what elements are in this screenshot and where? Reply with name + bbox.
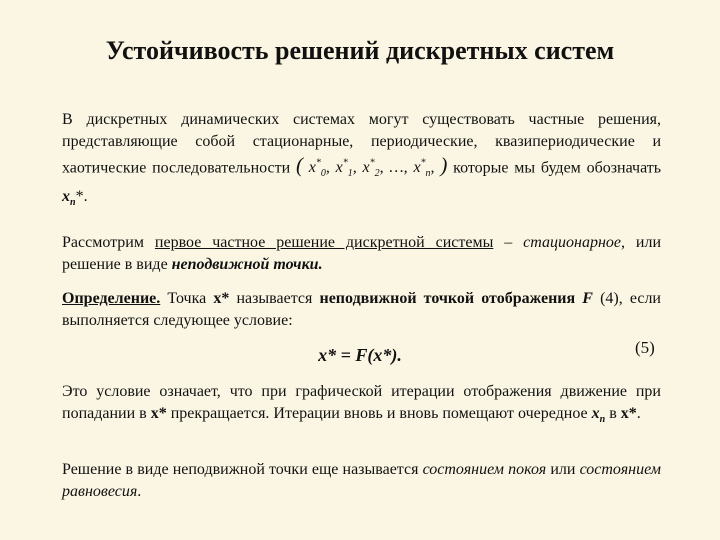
underlined-phrase: первое частное решение дискретной системы [154,234,494,251]
slide-title: Устойчивость решений дискретных систем [105,36,615,65]
equilibrium-term: состоянием равновесия [62,461,661,500]
paragraph-rest-state: Решение в виде неподвижной точки еще называется состоянием покоя или состоянием равновесия. [62,461,661,500]
intro-text: В дискретных динамических системах могут существовать частные решения, представляющие собой стационарные, периодические, квазипериодические и хаотические последовательности [62,111,661,177]
paragraph-stationary: Рассмотрим первое частное решение дискретной системы – стационарное, или решение в виде неподвижной точки. [62,234,662,273]
definition-label: Определение. [62,290,161,307]
xn-term: $x_n$ [591,405,606,426]
rest-state-term: состоянием покоя [422,461,547,478]
stationary-term: стационарное [523,234,621,251]
xn-star: $x_n$ [62,187,76,208]
paragraph-intro: В дискретных динамических системах могут существовать частные решения, представляющие собой стационарные, периодические, квазипериодические и хаотические последовательности ( $x^*_0$, $x^*_1$, $x^*_2$, …, $x^*_n$, ) которые мы будем обозначать $x_n*$. [62,111,662,208]
paragraph-meaning: Это условие означает, что при графической итерации отображения движение при попадании в x* прекращается. Итерации вновь и вновь помещают очередное $x_n$ в x*. [62,383,661,426]
fixed-point-term: неподвижной точки. [171,256,323,273]
definition-term: неподвижной точкой отображения [319,290,576,307]
sequence-formula: ( $x^*_0$, $x^*_1$, $x^*_2$, …, $x^*_n$, ) [295,153,448,180]
equation-number: (5) [635,338,655,357]
paragraph-definition: Определение. Точка x* называется неподвижной точкой отображения F (4), если выполняется следующее условие: [62,290,661,329]
fixed-point-equation: x* = F(x*). [318,345,402,365]
intro-text-cont: которые мы будем обозначать [453,159,662,177]
